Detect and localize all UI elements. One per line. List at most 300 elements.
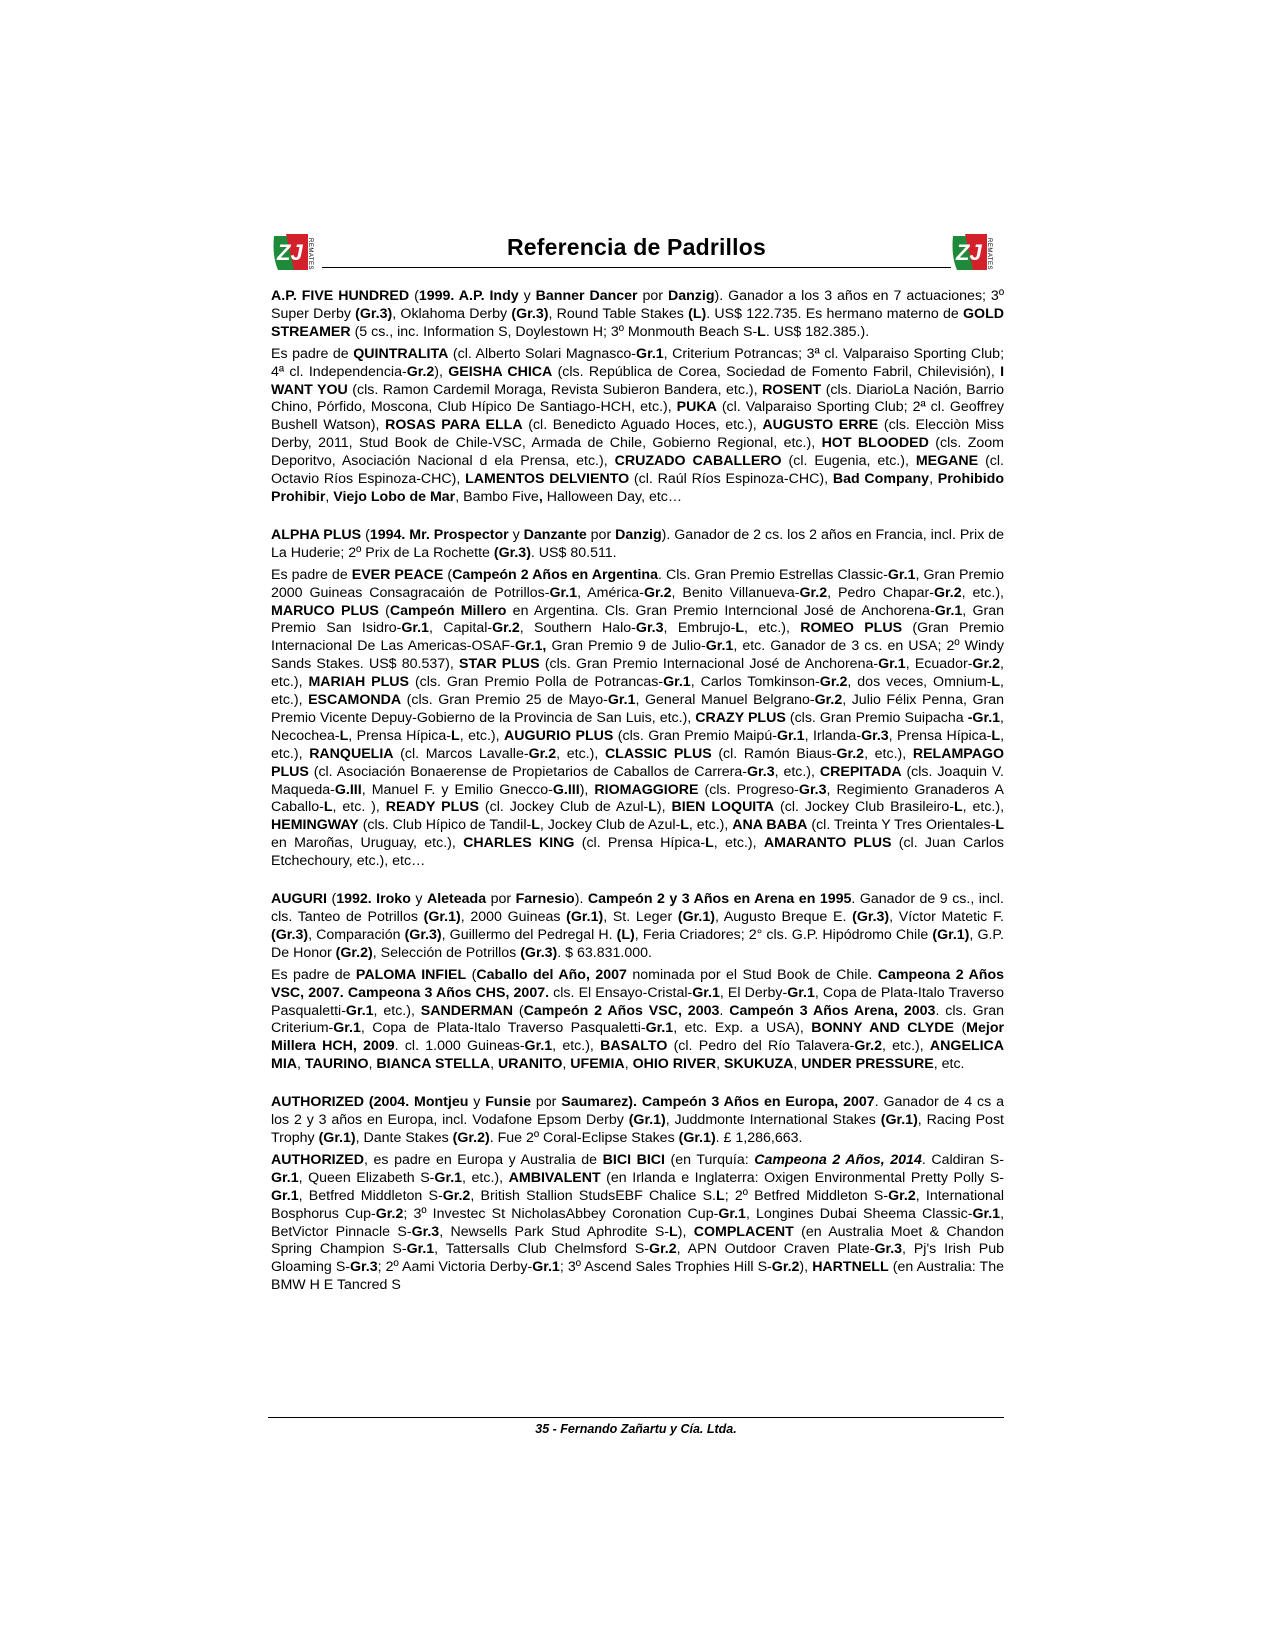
text-run: , Betfred Middleton S- [298,1187,443,1204]
text-run: , etc. [933,1056,965,1073]
zj-remates-logo [270,226,324,276]
text-run: (cl. Pedro del Río Talavera- [667,1038,855,1055]
stallion-references [271,288,1004,1315]
bold-run: GOLD STREAMER [271,305,1004,340]
text-run: , [490,1056,499,1073]
text-run: ), [579,781,595,798]
bold-run: Gr.2 [643,584,672,601]
text-run: por [530,1094,562,1111]
stallion-entry [271,527,1004,871]
bold-run: (Gr.2) [452,1129,490,1146]
bold-run: Gr.2 [972,656,1001,673]
stallion-summary [271,891,1004,963]
text-run: , Regimiento Granaderos A Caballo- [271,781,1005,816]
bold-run: Gr.1 [887,566,916,583]
text-run: . Ganador de 9 cs., incl. cls. Tanteo de Potrillos [271,891,1004,925]
bold-run: Gr.1 [524,1038,553,1055]
bold-run: MARUCO PLUS [271,602,379,619]
text-run: (cls. Gran Premio Suipacha [785,709,968,726]
bold-run: Gr.1 [607,692,636,709]
bold-run: (Gr.3) [271,926,309,943]
bold-run: Campeona 2 Años, 2014 [754,1151,922,1168]
bold-run: UFEMIA [570,1056,625,1073]
bold-run: Campeón Millero [389,602,507,619]
progeny-paragraph [271,967,1004,1074]
bold-run: 1999. A.P. Indy [418,288,519,304]
bold-run: BIEN LOQUITA [671,799,775,816]
bold-run: AMARANTO PLUS [763,835,892,852]
bold-run: BASALTO [600,1038,668,1055]
text-run: , Newsells Park Stud Aphrodite S- [439,1223,670,1240]
stallion-summary [271,527,1004,563]
bold-run: URANITO [498,1056,563,1073]
text-run: , [562,1056,571,1073]
text-run: , Ecuador- [905,656,973,673]
bold-run: Prohibido Prohibir [271,471,1004,505]
text-run: , etc.), [552,1038,601,1055]
text-run: , Racing Post Trophy [271,1112,1004,1146]
text-run: . [719,1002,730,1019]
bold-run: Gr.1 [434,1169,463,1186]
bold-run: Gr.3 [861,727,889,744]
zj-remates-logo [949,226,1003,276]
page-title: Referencia de Padrillos [507,234,766,260]
text-run: , Prensa Hípica- [348,727,452,744]
bold-run: G.III [334,781,362,798]
text-run: , Julio Félix Penna, Gran Premio Vicente Depuy-Gobierno de la Provincia de San Luis, etc.), [271,692,1004,726]
progeny-paragraph [271,567,1004,871]
bold-run: EVER PEACE [351,566,444,583]
text-run: , Pj's Irish Pub Gloaming S- [271,1241,1004,1276]
text-run: , etc.), [271,656,1004,691]
bold-run: AMBIVALENT [508,1169,601,1186]
text-run: y [410,891,427,908]
text-run: , St. Leger [603,909,678,925]
text-run: . Cls. Gran Premio Estrellas Classic- [657,566,888,583]
progeny-paragraph [271,346,1004,507]
text-run: , Manuel F. y Emilio Gnecco- [361,781,553,798]
bold-run: (Gr.3) [520,944,558,961]
bold-run: (Gr.3) [493,544,531,561]
bold-run: Aleteada [426,891,487,908]
text-run: (cl. Benedicto Aguado Hoces, etc.), [522,417,763,434]
bold-run: (Gr.3) [511,305,549,322]
bold-run: (Gr.2) [335,944,373,961]
text-run: , Round Table Stakes [548,305,689,322]
bold-run: L [451,727,460,744]
text-run: ), [434,363,449,380]
bold-run: RANQUELIA [309,745,394,762]
text-run: en Argentina. Cls. Gran Premio Interncional José de Anchorena- [506,602,935,619]
text-run: ), [799,1259,813,1276]
text-run: . cls. Gran Criterium- [271,1002,1004,1037]
text-run: (cl. Eugenia, etc.), [781,453,916,470]
bold-run: (Gr.1) [932,926,970,943]
bold-run: Gr.3 [350,1259,378,1276]
bold-run: Gr.2 [888,1187,916,1204]
text-run: (cls. Gran Premio Maipú- [613,727,777,744]
text-run: (cl. Asociación Bonaerense de Propietarios de Caballos de Carrera- [308,763,748,780]
bold-run: MEGANE [915,453,979,470]
text-run: , G.P. De Honor [271,926,1004,961]
bold-run: Gr.3 [635,620,664,637]
bold-run: L [531,817,540,834]
text-run: . $ 63.831.000. [557,944,652,961]
bold-run: Gr.1 [663,674,691,691]
bold-run: (L) [616,926,635,943]
bold-run: Gr.2 [492,620,520,637]
text-run: (en Australia Moet & Chandon Spring Champion S- [271,1223,1004,1258]
bold-run: Gr.2 [771,1259,800,1276]
text-run: , [368,1056,377,1073]
bold-run: AUTHORIZED [271,1151,365,1168]
text-run: , Queen Elizabeth S- [298,1169,435,1186]
bold-run: Gr.2 [836,745,865,762]
bold-run: L [705,835,714,852]
bold-run: Gr.2 [406,363,435,380]
text-run: , etc. ), [332,799,386,816]
text-run: , Copa de Plata-Italo Traverso Pasqualetti- [360,1020,646,1037]
bold-run: Gr.2 [375,1205,404,1222]
text-run: , [624,1056,633,1073]
text-run: , etc.), [688,817,733,834]
bold-run: BIANCA STELLA [376,1056,491,1073]
text-run: (cls. Joaquin V. Maqueda- [271,763,1005,798]
text-run: , Jockey Club de Azul- [539,817,681,834]
text-run: , International Bosphorus Cup- [271,1187,1004,1222]
text-run: , El Derby- [719,984,788,1001]
text-run: , etc.), [271,674,1004,709]
text-run: , etc.), [962,799,1005,816]
text-run: ). [574,891,588,908]
text-run: ). Ganador de 2 cs. los 2 años en Francia, incl. Prix de La Huderie; 2º Prix de La Rochette [271,526,1005,561]
bold-run: Gr.1 [705,638,734,655]
bold-run: COMPLACENT [693,1223,794,1240]
bold-run: CRAZY PLUS [695,709,786,726]
bold-run: Gr.1 [972,1205,1001,1222]
text-run: ). Ganador a los 3 años en 7 actuaciones; 3º Super Derby [271,288,1004,322]
bold-run: PUKA [676,399,717,416]
text-run: , [297,1056,305,1073]
text-run: Halloween Day, etc… [542,488,683,505]
bold-run: L [991,727,1001,744]
text-run: , 2000 Guineas [460,909,567,925]
bold-run: AUGURIO PLUS [504,727,614,744]
text-run: , Comparación [308,926,405,943]
text-run: (cls. Gran Premio Internacional José de Anchorena- [539,656,879,673]
text-run: , Copa de Plata-Italo Traverso Pasqualetti- [271,984,1004,1019]
text-run: , Criterium Potrancas; 3ª cl. Valparaiso Sporting Club; 4ª cl. Independencia- [271,345,1005,380]
bold-run: -Gr.1 [967,709,1001,726]
text-run: , etc.), [271,727,1005,762]
bold-run: (Gr.3) [852,909,890,925]
text-run: , Dante Stakes [355,1129,453,1146]
text-run: , Gran Premio San Isidro- [271,602,1004,637]
text-run: , Longines Dubai Sheema Classic- [745,1205,973,1222]
text-run: , Feria Criadores; 2° cls. G.P. Hipódromo Chile [634,926,933,943]
text-run: , etc. Ganador de 3 cs. en USA; 2º Windy Sands Stakes. US$ 80.537), [271,638,1005,673]
text-run: ; 3º Ascend Sales Trophies Hill S- [559,1259,772,1276]
text-run: (cls. Ramon Cardemil Moraga, Revista Subieron Bandera, etc.), [347,381,763,398]
progeny-paragraph [271,1152,1004,1295]
bold-run: Viejo Lobo de Mar [333,488,456,505]
text-run: (en Turquía: [664,1151,755,1168]
text-run: por [486,891,516,908]
text-run: ( [513,1002,524,1019]
text-run: . US$ 80.511. [530,544,617,561]
bold-run: (Gr.1) [628,1112,666,1129]
bold-run: CLASSIC PLUS [604,745,712,762]
text-run: , Gran Premio 2000 Guineas Consagracaión de Potrillos- [271,566,1004,601]
text-run: ( [954,1020,967,1037]
text-run: , [325,488,334,505]
text-run: Es padre de [271,966,356,983]
stallion-summary [271,288,1004,342]
bold-run: Farnesio [515,891,575,908]
text-run: y [518,288,536,304]
bold-run: (2004. Montjeu [368,1094,469,1111]
bold-run: Gr.1 [271,1169,299,1186]
bold-run: Gr.2 [799,584,828,601]
logo-letters: ZJ [277,240,303,265]
text-run: (5 cs., inc. Information S, Doylestown H; 3º Monmouth Beach S- [350,323,758,340]
bold-run: Campeón 2 Años en Argentina [452,566,658,583]
text-run: , etc.), [774,763,820,780]
bold-run: Gr.3 [411,1223,440,1240]
bold-run: HEMINGWAY [271,817,359,834]
text-run: y [468,1094,486,1111]
text-run: , [716,1056,725,1073]
footer-rule [268,1417,1004,1418]
text-run: , British Stallion StudsEBF Chalice S. [470,1187,717,1204]
stallion-entry [271,891,1004,1074]
text-run: , etc.), [744,620,801,637]
text-run: Es padre de [271,345,354,362]
bold-run: Campeón 2 y 3 Años en Arena en 1995 [587,891,852,908]
text-run: , Benito Villanueva- [671,584,800,601]
bold-run: RIOMAGGIORE [594,781,699,798]
text-run: , APN Outdoor Craven Plate- [676,1241,875,1258]
bold-run: OHIO RIVER [632,1056,717,1073]
bold-run: MARIAH PLUS [308,674,410,691]
page-footer: 35 - Fernando Zañartu y Cía. Ltda. [535,1422,737,1436]
bold-run: L [953,799,963,816]
text-run: ; 2º Aami Victoria Derby- [377,1259,533,1276]
page-header [270,226,1003,278]
stallion-entry [271,288,1004,507]
text-run: (en Australia: The BMW H E Tancred S [271,1259,1004,1294]
bold-run: Gr.1 [636,345,664,362]
bold-run: AUTHORIZED [271,1094,365,1111]
bold-run: L [648,799,657,816]
bold-run: Gr.1 [692,984,720,1001]
text-run: . US$ 182.385.). [765,323,870,340]
bold-run: Gr.1 [406,1241,435,1258]
bold-run: A.P. FIVE HUNDRED [271,288,410,304]
text-run: (en Irlanda e Inglaterra: Oxigen Environmental Pretty Polly S- [600,1169,1005,1186]
text-run: , Juddmonte International Stakes [665,1112,881,1129]
text-run: , Prensa Hípica- [888,727,992,744]
bold-run: Gr.2 [933,584,962,601]
text-run: , Guillermo del Pedregal H. [441,926,617,943]
text-run: , etc.), [462,1169,509,1186]
text-run: , Tattersalls Club Chelmsford S- [434,1241,650,1258]
logo-text: REMATES [986,238,992,271]
text-run: (cl. Jockey Club de Azul- [478,799,649,816]
bold-run: L [757,323,766,340]
bold-run: Gr.1 [934,602,963,619]
text-run: , Augusto Breque E. [714,909,853,925]
text-run: . Ganador de 4 cs a los 2 y 3 años en Europa, incl. Vodafone Epsom Derby [271,1094,1004,1129]
text-run: , etc. Exp. a USA), [673,1020,812,1037]
text-run: ), [677,1223,694,1240]
bold-run: Mejor Millera HCH, 2009 [271,1020,1005,1055]
bold-run: Gr.3 [874,1241,903,1258]
bold-run: L [716,1187,725,1204]
text-run: , [793,1056,802,1073]
bold-run: HARTNELL [812,1259,889,1276]
text-run: (cl. Prensa Hípica- [574,835,706,852]
text-run: ( [326,891,337,908]
bold-run: READY PLUS [385,799,479,816]
text-run: nominada por el Stud Book de Chile. [626,966,878,983]
logo-letters: ZJ [956,240,982,265]
text-run: (cls. Gran Premio 25 de Mayo- [401,692,608,709]
text-run: , General Manuel Belgrano- [635,692,815,709]
bold-run: ANGELICA MIA [271,1038,1005,1073]
bold-run: (Gr.1) [566,909,604,925]
bold-run: Danzig [615,526,662,543]
text-run: , Oklahoma Derby [392,305,512,322]
text-run: , Embrujo- [663,620,736,637]
bold-run: L [991,674,1001,691]
bold-run: BONNY AND CLYDE [811,1020,955,1037]
bold-run: Gr.3 [747,763,775,780]
bold-run: Funsie [485,1094,531,1111]
bold-run: 1994. Mr. Prospector [369,526,509,543]
bold-run: L [995,817,1005,834]
text-run: cls. El Ensayo-Cristal- [549,984,693,1001]
text-run: , Selección de Potrillos [372,944,521,961]
bold-run: Gr.1 [549,584,578,601]
text-run: (cl. Raúl Ríos Espinoza-CHC), [629,471,833,488]
bold-run: Gr.1 [401,620,429,637]
text-run: ( [378,602,390,619]
text-run: (Gran Premio Internacional De Las Americas-OSAF- [271,620,1004,655]
bold-run: CHARLES KING [463,835,575,852]
bold-run: Gr.1 [718,1205,746,1222]
bold-run: (Gr.1) [318,1129,356,1146]
bold-run: LAMENTOS DELVIENTO [465,471,630,488]
bold-run: ANA BABA [732,817,808,834]
bold-run: Danzig [667,288,715,304]
text-run: ; 3º Investec St NicholasAbbey Coronation Cup- [403,1205,719,1222]
bold-run: Banner Dancer [535,288,638,304]
bold-run: Gr.1 [345,1002,374,1019]
bold-run: Danzante [523,526,587,543]
bold-run: ESCAMONDA [308,692,402,709]
text-run: (cl. Marcos Lavalle- [393,745,529,762]
text-run: ( [466,966,477,983]
bold-run: L [323,799,333,816]
text-run: , etc.), [864,745,913,762]
text-run: , Irlanda- [804,727,862,744]
bold-run: HOT BLOODED [821,435,929,452]
bold-run: GEISHA CHICA [448,363,553,380]
bold-run: G.III [552,781,580,798]
bold-run: (Gr.1) [678,1129,716,1146]
bold-run: Bad Company [832,471,930,488]
bold-run: Gr.1 [271,1187,299,1204]
stallion-entry [271,1094,1004,1295]
bold-run: L [669,1223,678,1240]
text-run: (cl. Treinta Y Tres Orientales- [807,817,996,834]
text-run: (cls. Club Hípico de Tandil- [358,817,532,834]
bold-run: Gr.1 [878,656,906,673]
bold-run: I WANT YOU [271,363,1005,398]
text-run: (cls. Gran Premio Polla de Potrancas- [409,674,664,691]
text-run: , Carlos Tomkinson- [690,674,820,691]
text-run: ( [443,566,453,583]
text-run: ( [361,526,370,543]
bold-run: Gr.1 [645,1020,674,1037]
text-run: . US$ 122.735. Es hermano materno de [706,305,964,322]
bold-run: SKUKUZA [724,1056,794,1073]
bold-run: Gr.3 [798,781,827,798]
bold-run: ROMEO PLUS [800,620,903,637]
text-run: , etc.), [373,1002,421,1019]
text-run: por [637,288,668,304]
bold-run: Gr.1 [776,727,805,744]
bold-run: Gr.1 [333,1020,361,1037]
text-run: (cl. Alberto Solari Magnasco- [448,345,637,362]
bold-run: L [339,727,349,744]
text-run: (cls. Progreso- [698,781,799,798]
text-run: , Víctor Matetic F. [889,909,1004,925]
bold-run: QUINTRALITA [353,345,449,362]
text-run: (cl. Octavio Ríos Espinoza-CHC), [271,453,1004,488]
text-run: ), [656,799,672,816]
bold-run: Gr.2 [649,1241,677,1258]
bold-run: AUGUSTO ERRE [762,417,879,434]
text-run: (cls. República de Corea, Sociedad de Fomento Fabril, Chilevisión), [552,363,1001,380]
text-run: . £ 1,286,663. [715,1129,803,1146]
bold-run: L [735,620,745,637]
stallion-summary [271,1094,1004,1148]
text-run: (cl. Juan Carlos Etchechoury, etc.), etc… [271,835,1004,870]
text-run: (cls. DiarioLa Nación, Barrio Chino, Pórfido, Moscona, Club Hípico De Santiago-HCH, etc.), [271,381,1004,416]
bold-run: Gr.1 [787,984,815,1001]
text-run: Gran Premio 9 de Julio- [546,638,706,655]
text-run: , América- [577,584,644,601]
bold-run: TAURINO [304,1056,369,1073]
text-run: , etc.), [881,1038,930,1055]
logo-text: REMATES [307,238,313,271]
text-run: , Southern Halo- [519,620,636,637]
text-run: . Fue 2º Coral-Eclipse Stakes [489,1129,679,1146]
text-run: . Caldiran S- [921,1151,1004,1168]
text-run: , [929,471,938,488]
text-run: . cl. 1.000 Guineas- [394,1038,525,1055]
bold-run: CREPITADA [819,763,902,780]
text-run: (cls. Zoom Deporitvo, Asociación Nacional d ela Prensa, etc.), [271,435,1004,470]
bold-run: (Gr.1) [423,909,461,925]
bold-run: (L) [688,305,707,322]
text-run: , BetVictor Pinnacle S- [271,1205,1005,1240]
bold-run: (Gr.1) [677,909,715,925]
bold-run: Gr.1, [514,638,547,655]
bold-run: BICI BICI [602,1151,665,1168]
